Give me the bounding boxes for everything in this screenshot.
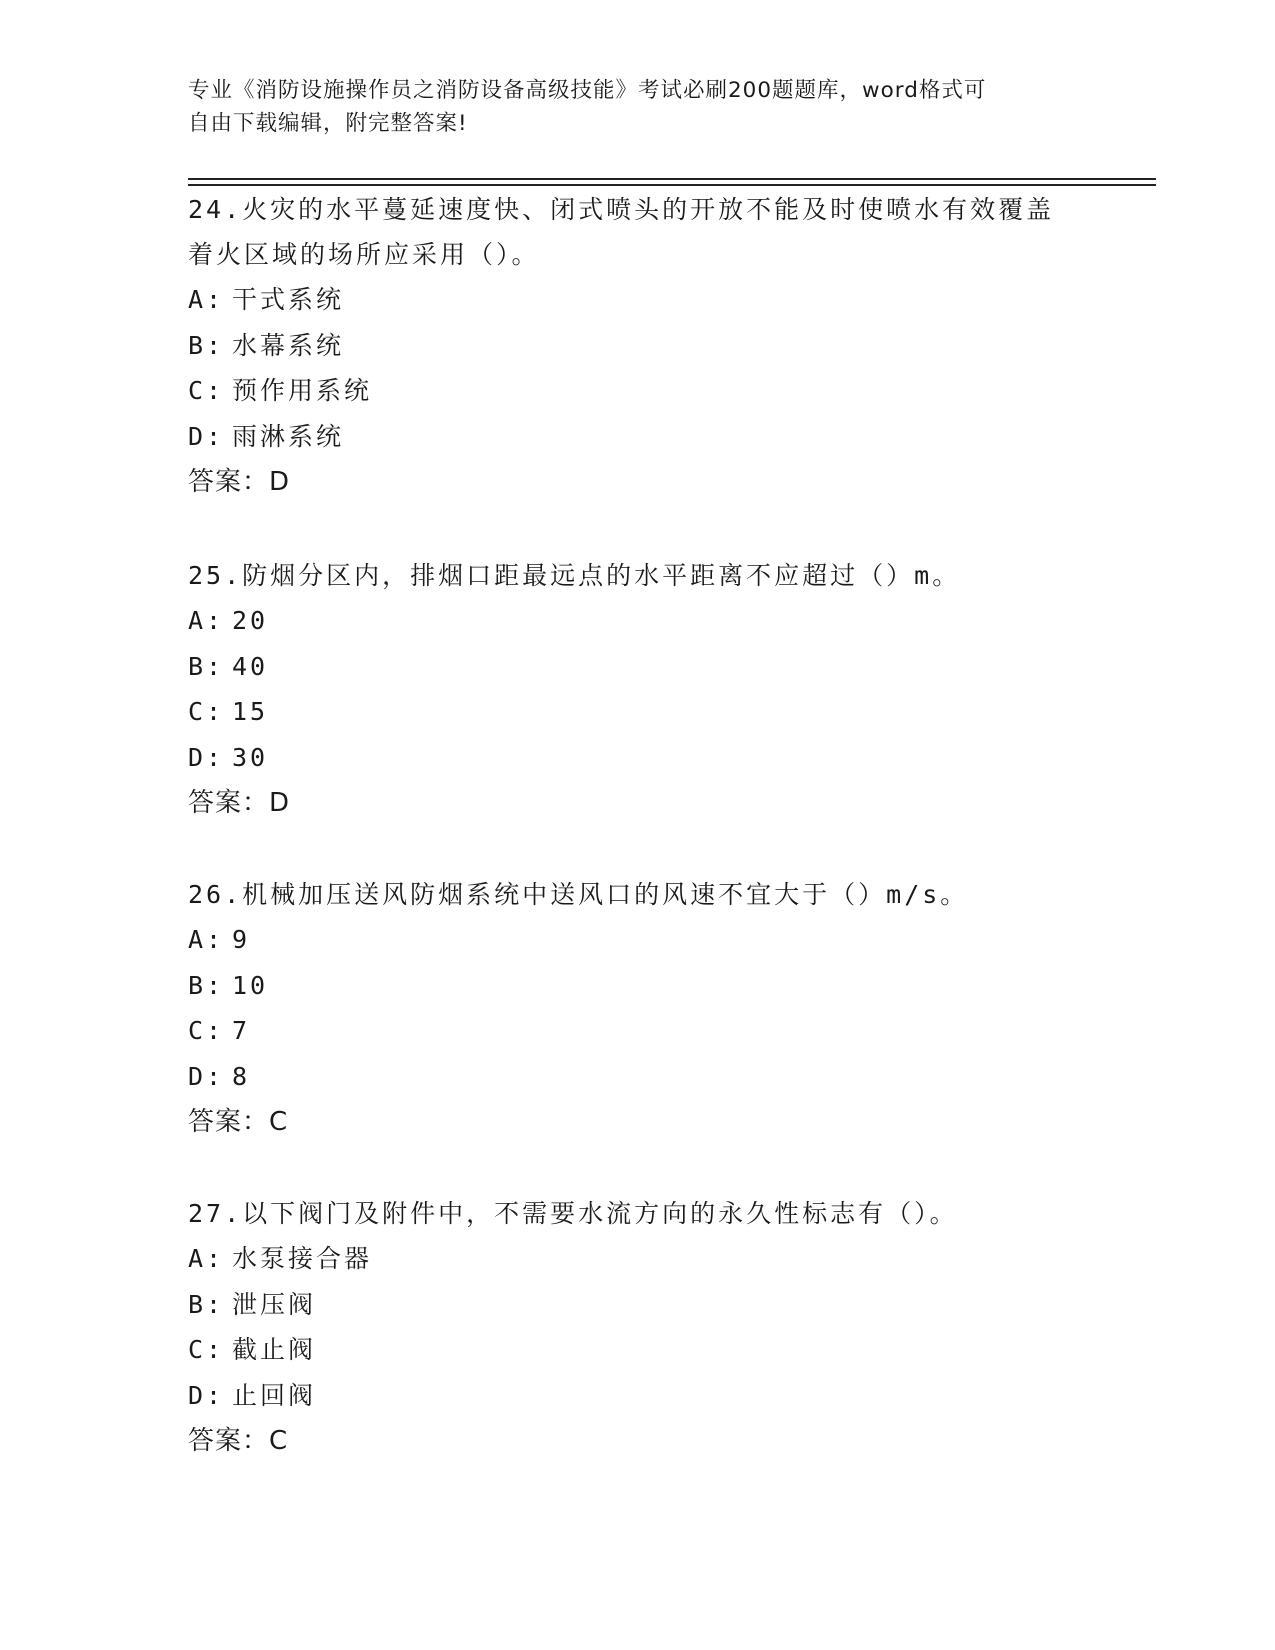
option-letter: C: (188, 376, 225, 405)
option-a (188, 598, 1088, 644)
header-divider-bottom (188, 184, 1156, 186)
option-text: 15 (232, 697, 269, 726)
option-c (188, 368, 1088, 414)
option-text: 10 (232, 970, 269, 1000)
option-text: 20 (232, 606, 269, 635)
option-letter: D: (188, 1380, 225, 1410)
question-stem-line-1: 24.火灾的水平蔓延速度快、闭式喷头的开放不能及时使喷水有效覆盖 (188, 195, 1055, 224)
option-c (188, 1008, 1088, 1054)
option-text: 泄压阀 (232, 1289, 317, 1319)
option-text: 止回阀 (232, 1380, 317, 1410)
answer-line: 答案：D (188, 788, 291, 818)
option-letter: A: (188, 606, 225, 635)
option-text: 30 (232, 742, 269, 772)
option-c (188, 689, 1088, 735)
question-stem-line-2: 着火区域的场所应采用（）。 (188, 240, 540, 269)
option-letter: C: (188, 697, 225, 726)
option-text: 截止阀 (232, 1335, 317, 1364)
header-line-1: 专业《消防设施操作员之消防设备高级技能》考试必刷200题题库，word格式可 (188, 78, 987, 103)
option-letter: C: (188, 1335, 225, 1364)
question-26 (188, 872, 1088, 1145)
option-d (188, 735, 1088, 781)
answer-line: 答案：C (188, 1107, 289, 1137)
option-b (188, 1282, 1088, 1328)
question-stem: 26.机械加压送风防烟系统中送风口的风速不宜大于（）m/s。 (188, 880, 969, 909)
option-text: 干式系统 (232, 285, 345, 314)
option-b (188, 644, 1088, 690)
option-a (188, 277, 1088, 323)
document-header (188, 74, 1088, 140)
header-divider-top (188, 178, 1156, 180)
option-d (188, 1373, 1088, 1419)
option-letter: A: (188, 1244, 225, 1273)
option-letter: D: (188, 742, 225, 772)
question-stem: 27.以下阀门及附件中，不需要水流方向的永久性标志有（）。 (188, 1199, 958, 1228)
option-text: 水幕系统 (232, 330, 345, 360)
option-text: 预作用系统 (232, 376, 373, 405)
option-letter: C: (188, 1016, 225, 1045)
option-letter: B: (188, 1289, 225, 1319)
answer-line: 答案：D (188, 467, 291, 497)
option-c (188, 1327, 1088, 1373)
option-text: 雨淋系统 (232, 421, 345, 451)
option-text: 水泵接合器 (232, 1244, 373, 1273)
option-letter: D: (188, 1061, 225, 1091)
option-d (188, 1054, 1088, 1100)
option-letter: A: (188, 925, 225, 954)
option-d (188, 414, 1088, 460)
question-27 (188, 1191, 1088, 1464)
question-25 (188, 553, 1088, 826)
option-b (188, 323, 1088, 369)
answer-line: 答案：C (188, 1426, 289, 1456)
option-letter: A: (188, 285, 225, 314)
option-letter: B: (188, 651, 225, 681)
option-letter: D: (188, 421, 225, 451)
option-b (188, 963, 1088, 1009)
option-text: 9 (232, 925, 251, 954)
option-text: 40 (232, 651, 269, 681)
option-a (188, 917, 1088, 963)
header-line-2: 自由下载编辑，附完整答案! (188, 111, 468, 136)
option-letter: B: (188, 330, 225, 360)
question-24 (188, 187, 1088, 505)
option-text: 7 (232, 1016, 251, 1045)
option-a (188, 1236, 1088, 1282)
option-text: 8 (232, 1061, 251, 1091)
option-letter: B: (188, 970, 225, 1000)
question-stem: 25.防烟分区内，排烟口距最远点的水平距离不应超过（）m。 (188, 561, 961, 590)
